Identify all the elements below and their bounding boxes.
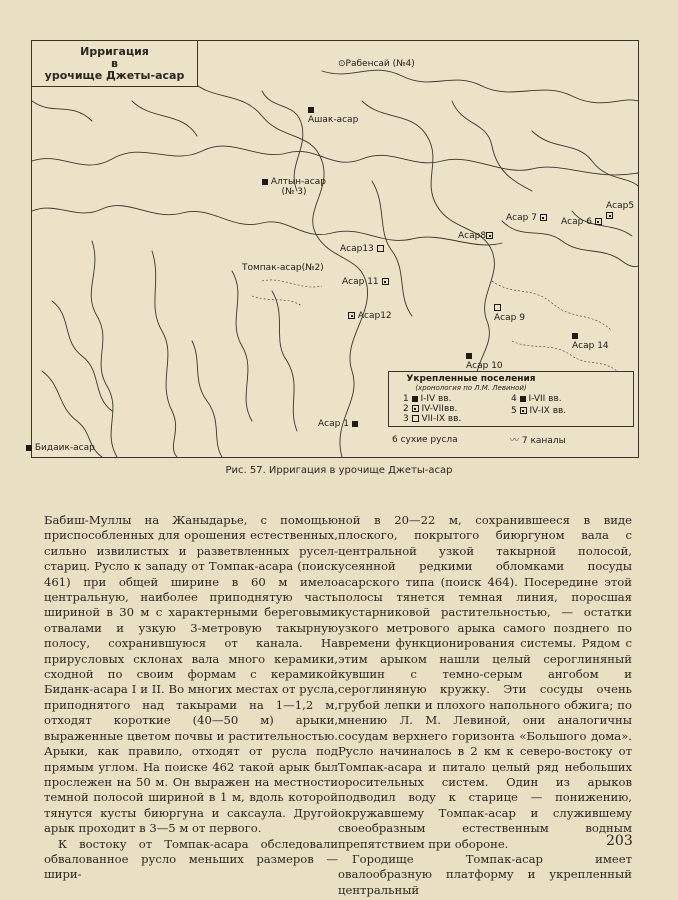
map-title-line: в xyxy=(111,57,118,70)
legend-item: 4 I-VII вв. xyxy=(511,394,562,404)
place-altyn: Алтын-асар (№ 3) xyxy=(262,177,326,197)
site-icon xyxy=(382,278,389,285)
site-icon xyxy=(412,405,419,412)
place-asar12: Асар12 xyxy=(348,311,392,321)
place-ashak: Ашак-асар xyxy=(308,105,358,125)
site-icon xyxy=(352,421,358,427)
legend-title: Укрепленные поселения xyxy=(406,374,536,384)
legend-dry-channels: 6 сухие русла xyxy=(392,435,458,445)
place-asar14: Асар 14 xyxy=(572,331,609,351)
canal-icon: 〰 xyxy=(510,436,520,446)
site-icon xyxy=(595,218,602,225)
place-rabensai: ⊙Рабенсай (№4) xyxy=(338,59,415,69)
site-icon xyxy=(412,396,418,402)
text-column-right xyxy=(338,513,632,898)
site-icon xyxy=(520,396,526,402)
page-number: 203 xyxy=(606,833,633,849)
place-tompak: Томпак-асар(№2) xyxy=(242,263,324,273)
map-title-box xyxy=(32,41,198,87)
site-icon xyxy=(262,179,268,185)
paragraph: Городище Томпак-асар имеет овалообразную платформу и укрепленный центральный xyxy=(338,851,632,897)
figure-caption: Рис. 57. Ирригация в урочище Джеты-асар xyxy=(225,465,453,476)
legend-item: 5 IV-IX вв. xyxy=(511,406,567,416)
site-icon: ⊙ xyxy=(338,59,346,69)
text-column-left xyxy=(44,513,338,883)
legend-item: 2 IV-VIIвв. xyxy=(403,404,458,414)
site-icon xyxy=(26,445,32,451)
site-icon xyxy=(308,107,314,113)
site-icon xyxy=(540,214,547,221)
map-title-line: Ирригация xyxy=(80,45,149,58)
legend-item: 3 VII-IX вв. xyxy=(403,414,462,424)
place-asar11: Асар 11 xyxy=(342,277,389,287)
site-icon xyxy=(520,407,527,414)
legend-canals: 〰 7 каналы xyxy=(510,436,566,446)
place-bidaik: Бидаик-асар xyxy=(26,443,95,453)
paragraph: К востоку от Томпак-асара обследовали обвалованное русло меньших размеров — шири- xyxy=(44,836,338,882)
legend-item: 1 I-IV вв. xyxy=(403,394,452,404)
site-icon xyxy=(572,333,578,339)
place-asar10: Асар 10 xyxy=(466,351,503,371)
site-icon xyxy=(377,245,384,252)
site-icon xyxy=(606,212,613,219)
place-asar6: Асар 6 xyxy=(561,217,602,227)
place-asar9: Асар 9 xyxy=(494,303,525,323)
map-title-line: урочище Джеты-асар xyxy=(44,69,185,82)
place-asar8: Асар8 xyxy=(458,231,493,241)
paragraph: ной в 20—22 м, сохранившееся в виде плоского, покрытого биюргуном вала с центральной узкой такырной полосой, усеянной редкими обломками посуды асарского типа (поиск 464). Посередине этой полосы тянется темная линия, поросшая кустарниковой растительностью, — остатки узкого метрового арыка самого позднего по времени функционирования системы. Рядом с этим арыком нашли целый сероглиняный кувшин с темно-серым ангобом и сероглиняную кружку. Эти сосуды очень грубой лепки и плохого напольного обжига; по мнению Л. М. Левиной, они аналогичны сосудам верхнего горизонта «Большого дома». Русло начиналось в 2 км к северо-востоку от Томпак-асара и питало целый ряд небольших оросительных систем. Один из арыков подводил воду к старице — понижению, окружавшему Томпак-асар и служившему своеобразным естественным водным препятствием при обороне. xyxy=(338,513,632,851)
site-icon xyxy=(412,415,419,422)
map-legend xyxy=(388,371,634,427)
site-icon xyxy=(348,312,355,319)
place-asar7: Асар 7 xyxy=(506,213,547,223)
irrigation-map xyxy=(31,40,639,458)
site-icon xyxy=(466,353,472,359)
legend-subtitle: (хронология по Л.М. Левиной) xyxy=(415,384,527,392)
place-asar1: Асар 1 xyxy=(318,419,358,429)
paragraph: Бабиш-Муллы на Жаныдарье, с помощью приспособленных для орошения естественных, сильно извилистых и разветвленных русел-стариц. Русло к западу от Томпак-асара (поиск 461) при общей ширине в 60 м имело центральную, наиболее приподнятую часть шириной в 30 м с характерными береговыми отвалами и узкую 3-метровую такырную полосу, сохранившуюся от канала. На прирусловых склонах вала много керамики, сходной по своим формам с керамикой Биданк-асара I и II. Во многих местах от русла, приподнятого над такырами на 1—1,2 м, отходят короткие (40—50 м) арыки, выраженные цветом почвы и растительностью. Арыки, как правило, отходят от русла под прямым углом. На поиске 462 такой арык был прослежен на 50 м. Он выражен на местности темной полосой шириной в 1 м, вдоль которой тянутся кусты биюргуна и саксаула. Другой арык проходит в 3—5 м от первого. xyxy=(44,513,338,836)
site-icon xyxy=(486,232,493,239)
site-icon xyxy=(494,304,501,311)
place-asar5: Асар5 xyxy=(606,201,634,221)
place-asar13: Асар13 xyxy=(340,244,384,254)
